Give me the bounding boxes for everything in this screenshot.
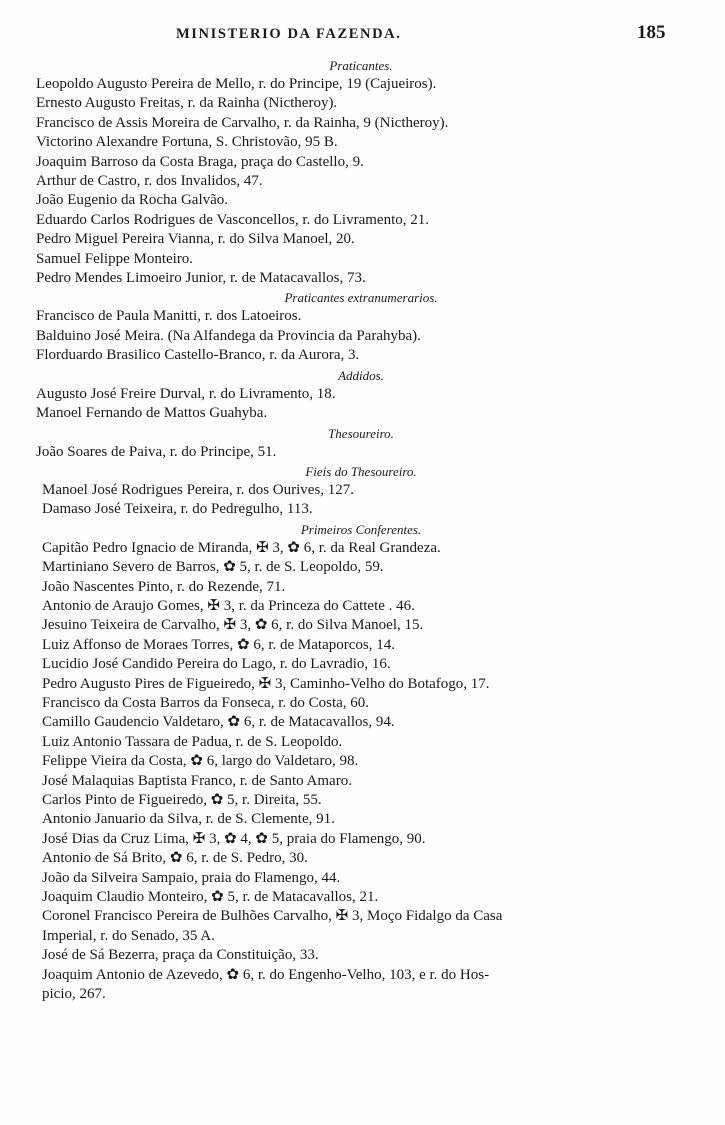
directory-entry: Capitão Pedro Ignacio de Miranda, ✠ 3, ✿ 6, r. da Real Grandeza. xyxy=(42,539,441,556)
section-heading: Thesoureiro. xyxy=(328,425,394,441)
directory-entry: José Malaquias Baptista Franco, r. de Santo Amaro. xyxy=(42,772,352,789)
section-heading: Fieis do Thesoureiro. xyxy=(305,463,417,479)
directory-entry: Joaquim Claudio Monteiro, ✿ 5, r. de Matacavallos, 21. xyxy=(42,889,379,906)
directory-entry: Joaquim Antonio de Azevedo, ✿ 6, r. do Engenho-Velho, 103, e r. do Hos- xyxy=(42,966,490,983)
directory-entry: Manoel Fernando de Mattos Guahyba. xyxy=(36,405,268,422)
directory-entry: Francisco da Costa Barros da Fonseca, r. do Costa, 60. xyxy=(42,694,370,711)
directory-entry: Augusto José Freire Durval, r. do Livramento, 18. xyxy=(36,385,336,402)
directory-entry: Luiz Affonso de Moraes Torres, ✿ 6, r. de Mataporcos, 14. xyxy=(42,636,395,653)
directory-entry: José de Sá Bezerra, praça da Constituição, 33. xyxy=(42,947,319,964)
directory-entry: Antonio Januario da Silva, r. de S. Clemente, 91. xyxy=(42,811,335,828)
directory-entry: picio, 267. xyxy=(42,986,106,1003)
section xyxy=(36,462,686,520)
directory-entry: Pedro Miguel Pereira Vianna, r. do Silva Manoel, 20. xyxy=(36,231,355,248)
directory-entry: Pedro Augusto Pires de Figueiredo, ✠ 3, Caminho-Velho do Botafogo, 17. xyxy=(42,675,490,692)
directory-entry: Coronel Francisco Pereira de Bulhões Carvalho, ✠ 3, Moço Fidalgo da Casa xyxy=(42,908,503,925)
directory-entry: Luiz Antonio Tassara de Padua, r. de S. Leopoldo. xyxy=(42,733,343,750)
section xyxy=(36,424,686,462)
directory-entry: Lucidio José Candido Pereira do Lago, r. do Lavradio, 16. xyxy=(42,656,391,673)
directory-entry: João Eugenio da Rocha Galvão. xyxy=(36,192,229,209)
directory-entry: João Soares de Paiva, r. do Principe, 51. xyxy=(36,443,277,460)
directory-entry: Antonio de Araujo Gomes, ✠ 3, r. da Princeza do Cattete . 46. xyxy=(42,597,415,614)
directory-entry: Ernesto Augusto Freitas, r. da Rainha (Nictheroy). xyxy=(36,95,338,112)
directory-entry: Camillo Gaudencio Valdetaro, ✿ 6, r. de Matacavallos, 94. xyxy=(42,714,395,731)
directory-entry: Imperial, r. do Senado, 35 A. xyxy=(42,927,215,944)
directory-entry: José Dias da Cruz Lima, ✠ 3, ✿ 4, ✿ 5, praia do Flamengo, 90. xyxy=(42,830,426,847)
directory-entry: Carlos Pinto de Figueiredo, ✿ 5, r. Direita, 55. xyxy=(42,792,322,808)
directory-entry: Florduardo Brasilico Castello-Branco, r. da Aurora, 3. xyxy=(36,347,360,364)
directory-entry: João Nascentes Pinto, r. do Rezende, 71. xyxy=(42,578,286,595)
directory-entry: Antonio de Sá Brito, ✿ 6, r. de S. Pedro, 30. xyxy=(42,850,308,867)
directory-entry: Francisco de Assis Moreira de Carvalho, r. da Rainha, 9 (Nictheroy). xyxy=(36,114,449,131)
directory-entry: Jesuino Teixeira de Carvalho, ✠ 3, ✿ 6, r. do Silva Manoel, 15. xyxy=(42,617,424,634)
running-header xyxy=(0,22,725,46)
directory-entry: Samuel Felippe Monteiro. xyxy=(36,250,194,267)
section xyxy=(36,56,686,288)
section-heading: Addidos. xyxy=(338,367,384,383)
directory-entry: Damaso José Teixeira, r. do Pedregulho, 113. xyxy=(42,501,313,518)
section xyxy=(36,288,686,365)
page-title: MINISTERIO DA FAZENDA. xyxy=(176,26,402,42)
directory-entry: Victorino Alexandre Fortuna, S. Christovão, 95 B. xyxy=(36,134,338,151)
directory-entry: Francisco de Paula Manitti, r. dos Latoeiros. xyxy=(36,308,302,325)
directory-entry: Felippe Vieira da Costa, ✿ 6, largo do Valdetaro, 98. xyxy=(42,753,359,770)
section-heading: Primeiros Conferentes. xyxy=(300,521,422,537)
directory-entry: Pedro Mendes Limoeiro Junior, r. de Matacavallos, 73. xyxy=(36,270,366,287)
section xyxy=(36,366,686,424)
directory-entry: Arthur de Castro, r. dos Invalidos, 47. xyxy=(36,173,263,190)
section xyxy=(36,520,686,1005)
directory-listing xyxy=(36,56,686,1004)
section-heading: Praticantes extranumerarios. xyxy=(284,290,438,306)
directory-entry: Manoel José Rodrigues Pereira, r. dos Ourives, 127. xyxy=(42,481,355,498)
directory-entry: Joaquim Barroso da Costa Braga, praça do Castello, 9. xyxy=(36,153,364,170)
directory-entry: Eduardo Carlos Rodrigues de Vasconcellos, r. do Livramento, 21. xyxy=(36,211,429,228)
directory-entry: Martiniano Severo de Barros, ✿ 5, r. de S. Leopoldo, 59. xyxy=(42,559,384,576)
page-number: 185 xyxy=(637,22,666,43)
directory-entry: João da Silveira Sampaio, praia do Flamengo, 44. xyxy=(42,869,341,886)
directory-entry: Balduino José Meira. (Na Alfandega da Provincia da Parahyba). xyxy=(36,327,421,344)
directory-entry: Leopoldo Augusto Pereira de Mello, r. do Principe, 19 (Cajueiros). xyxy=(36,76,437,92)
section-heading: Praticantes. xyxy=(329,58,393,73)
